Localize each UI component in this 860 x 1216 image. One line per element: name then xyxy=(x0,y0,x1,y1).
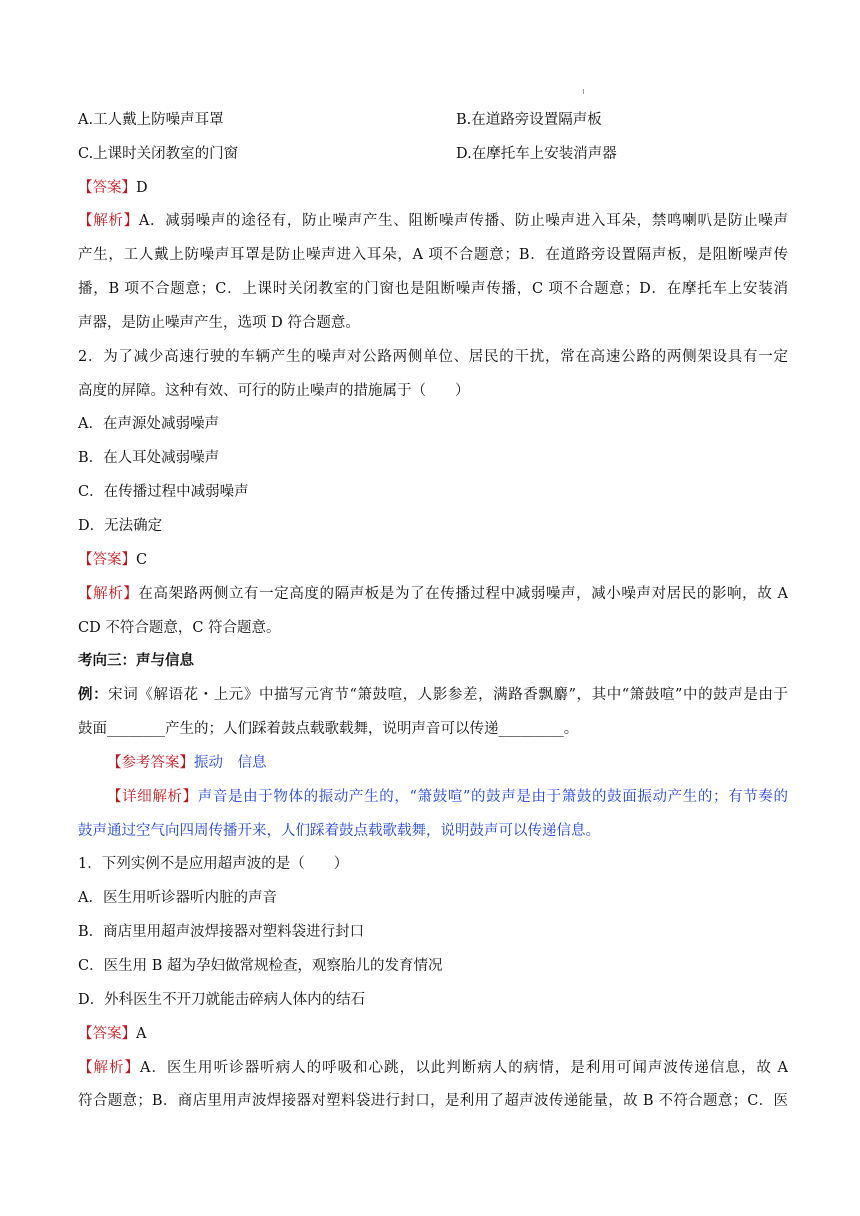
q2-answer xyxy=(78,550,788,570)
q2-stem-line-2: 高度的屏障。这种有效、可行的防止噪声的措施属于（ ） xyxy=(78,383,470,399)
q1-option-a: A.工人戴上防噪声耳罩 xyxy=(78,112,224,128)
detail-analysis-line-1 xyxy=(107,787,788,807)
q3-analysis-line-1 xyxy=(78,1058,788,1078)
reference-answer-tag: 【参考答案】 xyxy=(107,755,194,771)
q1-analysis-line-1 xyxy=(78,211,788,231)
analysis-tag: 【解析】 xyxy=(78,213,139,229)
section-heading: 考向三：声与信息 xyxy=(78,652,194,669)
analysis-text: A．医生用听诊器听病人的呼吸和心跳，以此判断病人的病情，是利用可闻声波传递信息，故 A xyxy=(140,1060,788,1076)
analysis-tag: 【解析】 xyxy=(78,586,139,602)
reference-answer xyxy=(107,753,817,773)
example-label: 例： xyxy=(78,686,109,703)
detail-analysis-text: 声音是由于物体的振动产生的，“箫鼓喧”的鼓声是由于箫鼓的鼓面振动产生的；有节奏的 xyxy=(197,789,789,805)
q3-answer xyxy=(78,1024,788,1044)
q3-option-d: D．外科医生不开刀就能击碎病人体内的结石 xyxy=(78,992,366,1008)
detail-analysis-line-2: 鼓声通过空气向四周传播开来，人们踩着鼓点载歌载舞，说明鼓声可以传递信息。 xyxy=(78,823,600,839)
analysis-tag: 【解析】 xyxy=(78,1060,141,1076)
example-line-2: 鼓面________产生的；人们踩着鼓点载歌载舞，说明声音可以传递_________。 xyxy=(78,721,579,737)
analysis-text: A．减弱噪声的途径有，防止噪声产生、阻断噪声传播、防止噪声进入耳朵，禁鸣喇叭是防止噪声 xyxy=(138,213,789,229)
q1-option-d: D.在摩托车上安装消声器 xyxy=(456,146,617,162)
q2-analysis-line-1 xyxy=(78,584,788,604)
reference-answer-value: 振动 信息 xyxy=(194,755,267,771)
example-line-1 xyxy=(78,685,788,705)
answer-tag: 【答案】 xyxy=(78,180,136,196)
q1-options-row-1 xyxy=(78,110,788,130)
q1-analysis-line-2: 产生，工人戴上防噪声耳罩是防止噪声进入耳朵，A 项不合题意；B．在道路旁设置隔声板，是阻断噪声传 xyxy=(78,247,788,263)
answer-tag: 【答案】 xyxy=(78,1026,136,1042)
q1-analysis-line-4: 声器，是防止噪声产生，选项 D 符合题意。 xyxy=(78,315,360,331)
analysis-text: 在高架路两侧立有一定高度的隔声板是为了在传播过程中减弱噪声，减小噪声对居民的影响，故 A xyxy=(138,586,789,602)
q2-option-d: D．无法确定 xyxy=(78,518,163,534)
answer-value: A xyxy=(136,1026,147,1042)
q2-stem-line-1: 2．为了减少高速行驶的车辆产生的噪声对公路两侧单位、居民的干扰，常在高速公路的两侧架设具有一定 xyxy=(78,349,788,365)
q1-option-b: B.在道路旁设置隔声板 xyxy=(456,112,602,128)
example-text: 宋词《解语花・上元》中描写元宵节“箫鼓喧，人影参差，满路香飘麝”，其中“箫鼓喧”中的鼓声是由于 xyxy=(108,687,789,703)
q3-analysis-line-2: 符合题意；B．商店里用声波焊接器对塑料袋进行封口，是利用了超声波传递能量，故 B 不符合题意；C．医 xyxy=(78,1093,788,1109)
q2-option-c: C．在传播过程中减弱噪声 xyxy=(78,484,249,500)
q2-analysis-line-2: CD 不符合题意，C 符合题意。 xyxy=(78,620,281,636)
answer-value: D xyxy=(136,180,148,196)
q1-analysis-line-3: 播，B 项不合题意；C．上课时关闭教室的门窗也是阻断噪声传播，C 项不合题意；D．在摩托车上安装消 xyxy=(78,281,788,297)
q3-option-b: B．商店里用超声波焊接器对塑料袋进行封口 xyxy=(78,924,365,940)
q3-option-a: A．医生用听诊器听内脏的声音 xyxy=(78,890,277,906)
q2-option-a: A．在声源处减弱噪声 xyxy=(78,416,219,432)
answer-value: C xyxy=(136,552,148,568)
answer-tag: 【答案】 xyxy=(78,552,136,568)
q3-option-c: C．医生用 B 超为孕妇做常规检查，观察胎儿的发育情况 xyxy=(78,958,443,974)
detail-analysis-tag: 【详细解析】 xyxy=(107,789,198,805)
q3-stem: 1．下列实例不是应用超声波的是（ ） xyxy=(78,856,349,872)
q1-options-row-2 xyxy=(78,144,788,164)
q2-option-b: B．在人耳处减弱噪声 xyxy=(78,450,220,466)
header-mark xyxy=(583,89,584,94)
q1-option-c: C.上课时关闭教室的门窗 xyxy=(78,146,239,162)
q1-answer xyxy=(78,178,788,198)
